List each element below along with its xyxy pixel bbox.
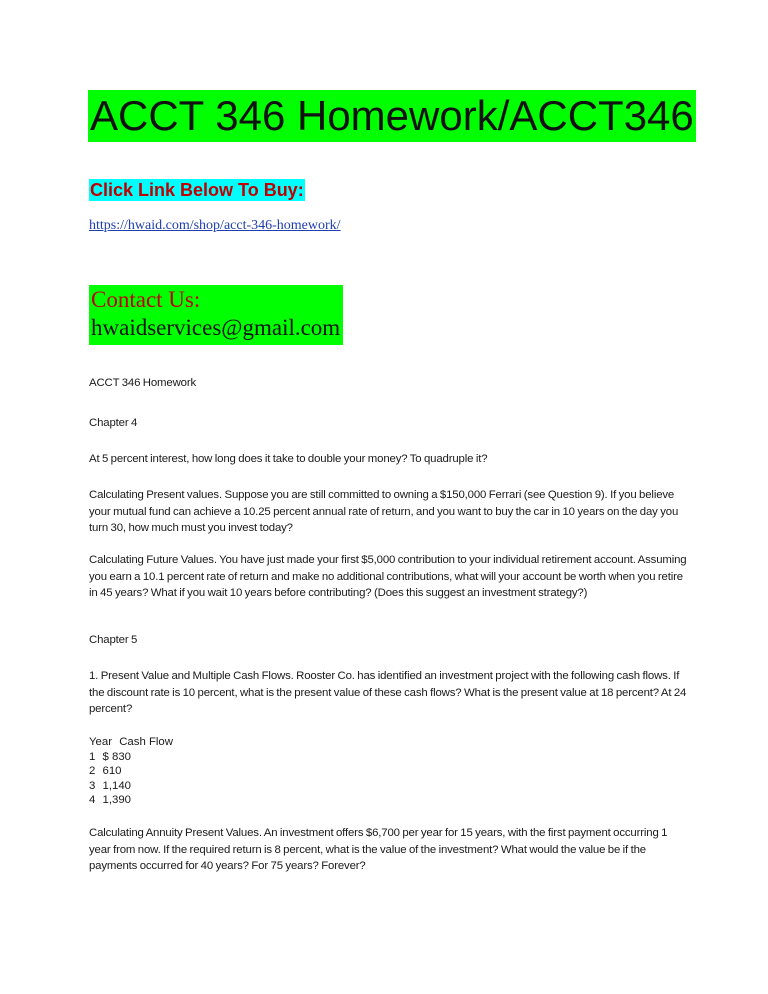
cash-flow-amount: 1,390 bbox=[102, 794, 132, 806]
chapter-5-heading: Chapter 5 bbox=[89, 634, 138, 646]
cash-flow-row bbox=[89, 764, 173, 779]
question-annuity-present-values: Calculating Annuity Present Values. An investment offers $6,700 per year for 15 years, with the first payment occurring 1 year from now. If the required return is 8 percent, what is the value of the investment? What would the value be if the payments occurred for 40 years? For 75 years? Forever? bbox=[89, 827, 668, 872]
contact-label: Contact Us: bbox=[91, 287, 201, 312]
buy-link[interactable]: https://hwaid.com/shop/acct-346-homework/ bbox=[89, 218, 341, 233]
cash-flow-amount: 610 bbox=[102, 765, 122, 777]
chapter-4-heading: Chapter 4 bbox=[89, 417, 138, 429]
question-double-money: At 5 percent interest, how long does it take to double your money? To quadruple it? bbox=[89, 453, 488, 465]
contact-email: hwaidservices@gmail.com bbox=[91, 315, 341, 340]
question-present-values: Calculating Present values. Suppose you are still committed to owning a $150,000 Ferrari (see Question 9). If you believe your mutual fund can achieve a 10.25 percent annual rate of return, and you want to buy the car in 10 years on the day you turn 30, how much must you invest today? bbox=[89, 489, 679, 534]
cash-flow-year: 2 bbox=[89, 765, 96, 777]
contact-block bbox=[89, 285, 343, 345]
document-title: ACCT 346 Homework/ACCT346 bbox=[88, 90, 696, 142]
cash-flow-header-year: Year bbox=[89, 736, 113, 748]
homework-heading: ACCT 346 Homework bbox=[89, 377, 197, 389]
cash-flow-header-amount: Cash Flow bbox=[119, 736, 173, 748]
question-multiple-cash-flows: 1. Present Value and Multiple Cash Flows. Rooster Co. has identified an investment project with the following cash flows. If the discount rate is 10 percent, what is the present value of these cash flows? What is the present value at 18 percent? At 24 percent? bbox=[89, 670, 687, 715]
cash-flow-year: 1 bbox=[89, 750, 96, 763]
cash-flow-year: 3 bbox=[89, 779, 96, 792]
cash-flow-table bbox=[89, 735, 173, 808]
cash-flow-row bbox=[89, 779, 173, 794]
cash-flow-amount: 1,140 bbox=[102, 779, 132, 792]
question-future-values: Calculating Future Values. You have just made your first $5,000 contribution to your individual retirement account. Assuming you earn a 10.1 percent rate of return and make no additional contributions, what will your account be worth when you retire in 45 years? What if you wait 10 years before contributing? (Does this suggest an investment strategy?) bbox=[89, 554, 687, 599]
buy-label: Click Link Below To Buy: bbox=[90, 180, 304, 200]
cash-flow-amount: $ 830 bbox=[102, 750, 132, 763]
cash-flow-row bbox=[89, 750, 173, 765]
cash-flow-year: 4 bbox=[89, 794, 96, 806]
cash-flow-header bbox=[89, 735, 173, 750]
cash-flow-row bbox=[89, 793, 173, 808]
